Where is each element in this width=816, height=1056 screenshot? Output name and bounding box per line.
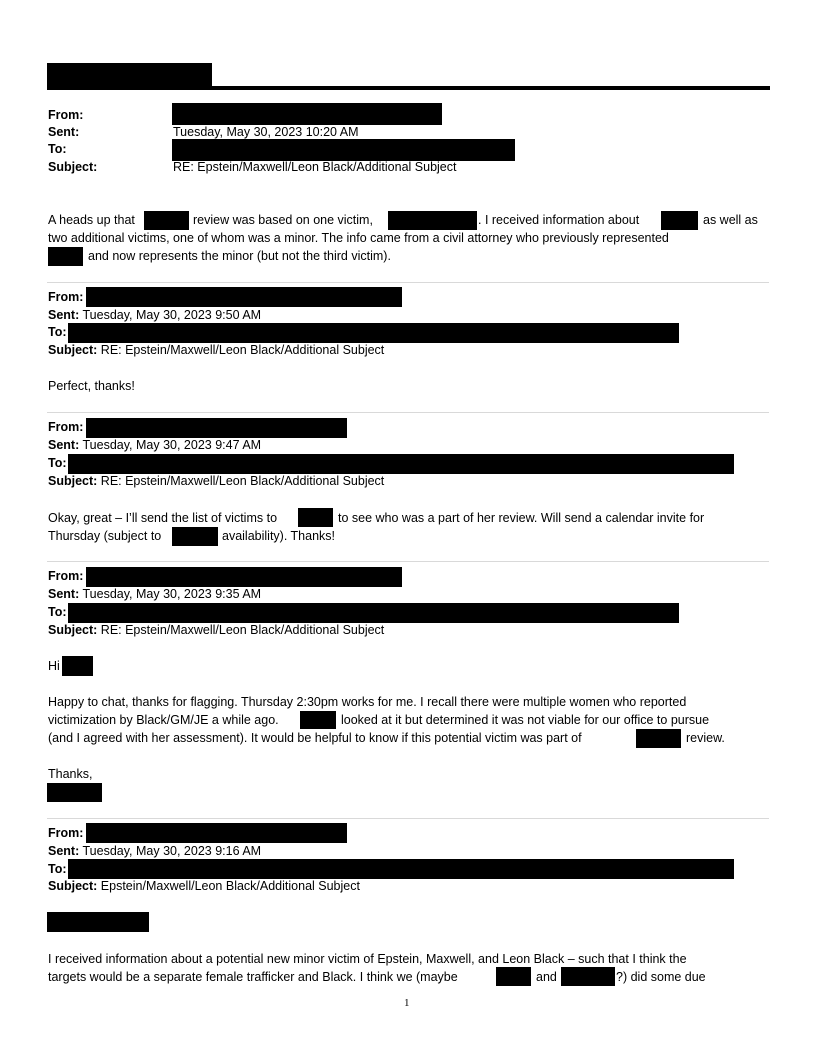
body-text: looked at it but determined it was not viable for our office to pursue [341,713,710,727]
body-text: review was based on one victim, [193,213,373,227]
body-text: A heads up that [48,213,135,227]
redacted-to [68,859,734,879]
msg4-from: From: [48,569,84,583]
body-text: (and I agreed with her assessment). It would be helpful to know if this potential victim was part of [48,731,582,745]
subject-value: RE: Epstein/Maxwell/Leon Black/Additional Subject [173,160,457,174]
redacted-from [86,418,347,438]
redaction [144,211,189,230]
sent-value: Tuesday, May 30, 2023 10:20 AM [173,125,359,139]
body-text: Thanks, [48,767,93,781]
separator [47,561,769,562]
redacted-to [68,454,734,474]
msg4-to: To: [48,605,67,619]
body-text: victimization by Black/GM/JE a while ago. [48,713,279,727]
body-text: and now represents the minor (but not the third victim). [88,249,391,263]
body-text: Okay, great – I’ll send the list of victims to [48,511,278,525]
body-text: review. [686,731,725,745]
redaction [300,711,336,729]
redaction [388,211,477,230]
msg2-to: To: [48,325,67,339]
redaction [48,247,83,266]
body-text: to see who was a part of her review. Will send a calendar invite for [338,511,705,525]
msg5-sent: Sent: Tuesday, May 30, 2023 9:16 AM [48,844,262,858]
body-text: and [536,970,557,984]
msg2-from: From: [48,290,84,304]
body-text: targets would be a separate female trafficker and Black. I think we (maybe [48,970,458,984]
body-text: availability). Thanks! [222,529,336,543]
redacted-from [86,823,347,843]
body-text: Happy to chat, thanks for flagging. Thursday 2:30pm works for me. I recall there were multiple women who reported [48,695,687,709]
redaction [636,729,681,748]
to-label: To: [48,142,67,156]
redacted-from [86,287,402,307]
redacted-to [172,139,515,161]
redacted-name-header [47,63,212,87]
body-text: I received information about a potential new minor victim of Epstein, Maxwell, and Leon Black – such that I think the [48,952,687,966]
msg2-body: Perfect, thanks! [48,379,135,393]
redaction [661,211,698,230]
redacted-from [172,103,442,125]
msg3-to: To: [48,456,67,470]
msg4-sent: Sent: Tuesday, May 30, 2023 9:35 AM [48,587,262,601]
separator [47,282,769,283]
msg5-from: From: [48,826,84,840]
redacted-from [86,567,402,587]
msg3-from: From: [48,420,84,434]
body-text: two additional victims, one of whom was a minor. The info came from a civil attorney who previously represented [48,231,669,245]
msg2-subject: Subject: RE: Epstein/Maxwell/Leon Black/Additional Subject [48,343,385,357]
body-text: as well as [703,213,758,227]
redacted-signature [47,783,102,802]
body-text: Thursday (subject to [48,529,162,543]
redaction [62,656,93,676]
redaction [561,967,615,986]
redaction [172,527,218,546]
redacted-greeting [47,912,149,932]
sent-label: Sent: [48,125,80,139]
redaction [298,508,333,527]
redacted-to [68,603,679,623]
msg5-subject: Subject: Epstein/Maxwell/Leon Black/Additional Subject [48,879,360,893]
msg3-subject: Subject: RE: Epstein/Maxwell/Leon Black/Additional Subject [48,474,385,488]
msg4-subject: Subject: RE: Epstein/Maxwell/Leon Black/Additional Subject [48,623,385,637]
body-text: Hi [48,659,60,673]
redacted-to [68,323,679,343]
msg5-to: To: [48,862,67,876]
msg2-sent: Sent: Tuesday, May 30, 2023 9:50 AM [48,308,262,322]
body-text: ?) did some due [616,970,706,984]
separator [47,412,769,413]
body-text: . I received information about [478,213,640,227]
header-rule [47,86,770,90]
separator [47,818,769,819]
from-label: From: [48,108,84,122]
msg3-sent: Sent: Tuesday, May 30, 2023 9:47 AM [48,438,262,452]
page-number: 1 [404,997,410,1009]
redaction [496,967,531,986]
subject-label: Subject: [48,160,98,174]
